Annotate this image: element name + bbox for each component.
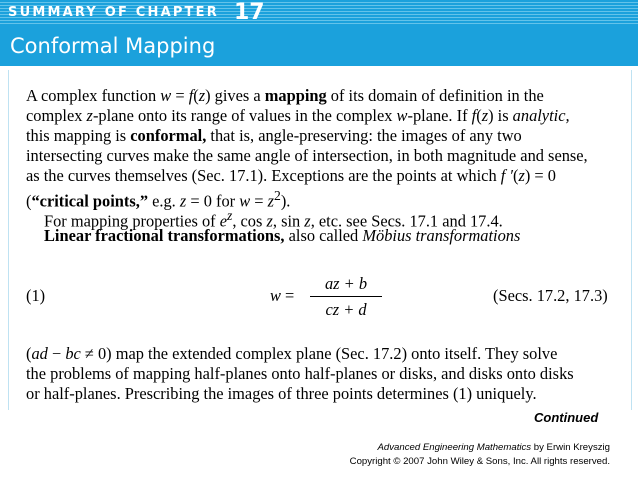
- text-line-11: or half-planes. Prescribing the images of three points determines (1) uniquely.: [26, 384, 537, 403]
- footer-book-credit: Advanced Engineering Mathematics by Erwin Kreyszig: [377, 442, 610, 453]
- text-line-9: (ad − bc ≠ 0) map the extended complex plane (Sec. 17.2) onto itself. They solve: [26, 344, 558, 363]
- fraction-bar: [310, 296, 382, 297]
- text-line-2: complex z-plane onto its range of values in the complex w-plane. If f(z) is analytic,: [26, 106, 570, 125]
- text-line-7: For mapping properties of $e^z$, cos z, sin z, etc. see Secs. 17.1 and 17.4.: [44, 208, 503, 231]
- text-line-10: the problems of mapping half-planes onto half-planes or disks, and disks onto disks: [26, 364, 574, 383]
- continued-label: Continued: [534, 410, 599, 425]
- equation-number: (1): [26, 286, 46, 305]
- equation-fraction: [310, 274, 382, 320]
- text-line-1: A complex function w = f(z) gives a mapping of its domain of definition in the: [26, 86, 544, 105]
- footer-copyright: Copyright © 2007 John Wiley & Sons, Inc. All rights reserved.: [349, 456, 610, 467]
- text-line-4: intersecting curves make the same angle of intersection, in both magnitude and sense,: [26, 146, 588, 165]
- text-line-3: this mapping is conformal, that is, angle-preserving: the images of any two: [26, 126, 522, 145]
- chapter-number: 17: [234, 0, 265, 25]
- page-title: Conformal Mapping: [10, 34, 216, 58]
- equation-reference: (Secs. 17.2, 17.3): [493, 286, 608, 305]
- text-line-8: Linear fractional transformations, also called Möbius transformations: [44, 226, 521, 245]
- text-line-5: as the curves themselves (Sec. 17.1). Exceptions are the points at which f ′(z) = 0: [26, 166, 556, 185]
- chapter-label: SUMMARY OF CHAPTER: [8, 5, 219, 20]
- text-line-6: (“critical points,” e.g. z = 0 for $w = z^2$).: [26, 188, 291, 211]
- fraction-denominator: cz + d: [325, 300, 367, 319]
- header-banner: [0, 0, 638, 66]
- equation-lhs: w =: [270, 286, 295, 305]
- fraction-numerator: az + b: [324, 274, 368, 293]
